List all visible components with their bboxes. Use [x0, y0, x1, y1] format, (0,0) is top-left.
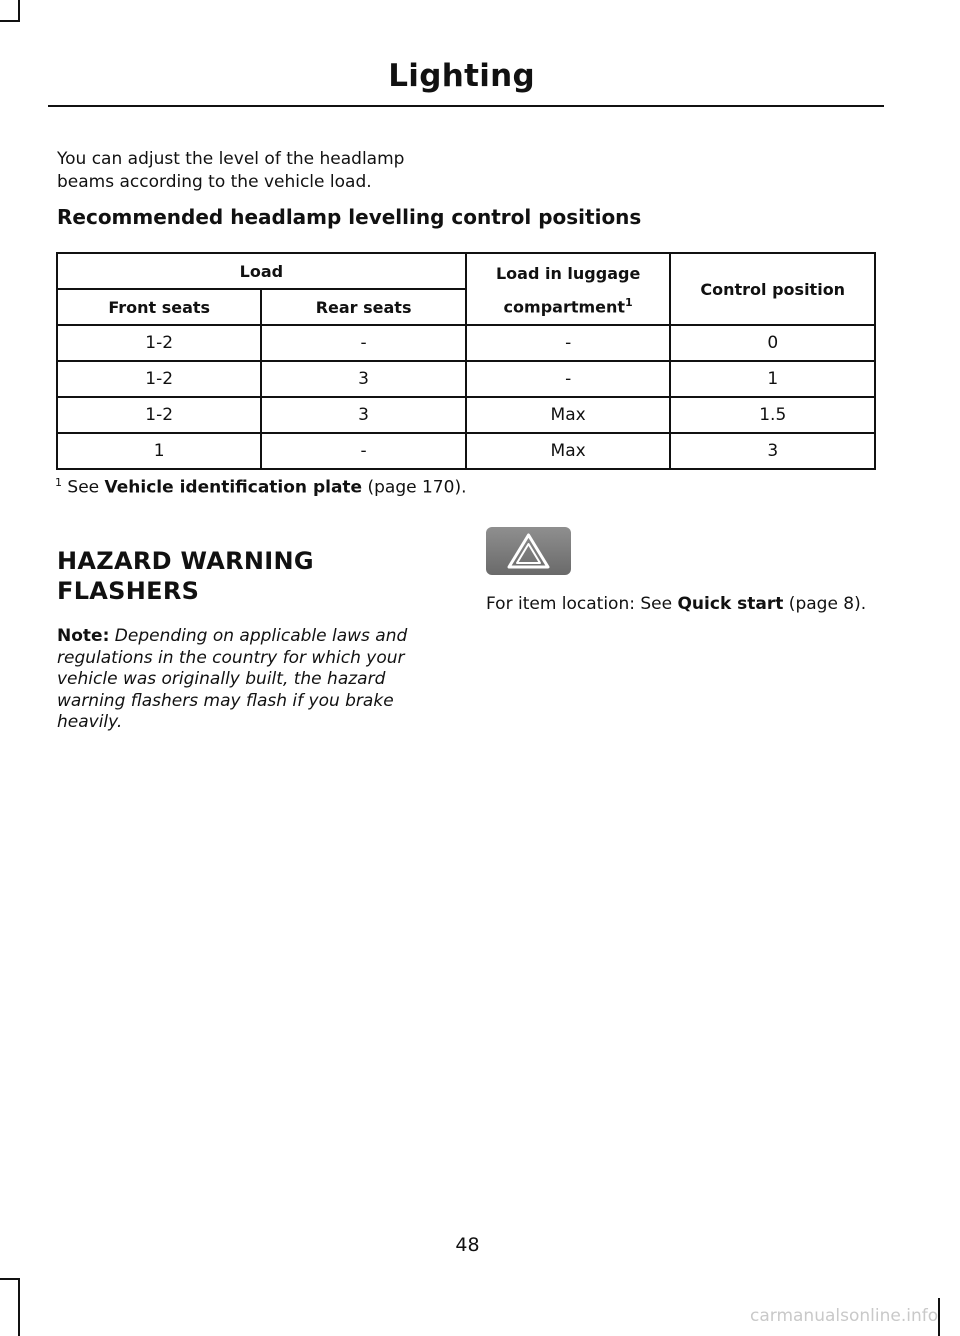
- footnote-suffix: (page 170).: [362, 477, 467, 498]
- crop-mark-top-left-h: [0, 20, 20, 22]
- headlamp-levelling-table: [56, 252, 876, 470]
- page-number: [0, 1234, 935, 1256]
- cell-front: 1-2: [57, 325, 261, 361]
- location-prefix: For item location: See: [486, 594, 678, 614]
- table-header-row: [57, 253, 875, 289]
- cell-luggage: Max: [466, 397, 671, 433]
- cell-luggage: -: [466, 325, 671, 361]
- hazard-button-illustration: [486, 527, 571, 575]
- crop-mark-bottom-left-h: [0, 1278, 20, 1280]
- cell-control: 1: [670, 361, 875, 397]
- intro-paragraph: You can adjust the level of the headlamp beams according to the vehicle load.: [57, 149, 405, 192]
- cell-front: 1-2: [57, 397, 261, 433]
- table-row: [57, 433, 875, 469]
- footnote-marker: 1: [55, 476, 62, 489]
- cell-rear: 3: [261, 361, 465, 397]
- watermark: carmanualsonline.info: [750, 1306, 939, 1326]
- luggage-header-text: Load in luggage compartment: [495, 263, 641, 317]
- hazard-heading-line1: HAZARD WARNING: [57, 547, 314, 575]
- footnote-prefix: See: [62, 477, 105, 498]
- cell-control: 0: [670, 325, 875, 361]
- cell-rear: 3: [261, 397, 465, 433]
- crop-mark-bottom-left-v: [18, 1280, 20, 1336]
- header-divider: [48, 105, 884, 107]
- cell-luggage: Max: [466, 433, 671, 469]
- hazard-section-heading: [57, 546, 314, 606]
- cell-front: 1: [57, 433, 261, 469]
- crop-mark-top-left-v: [18, 0, 20, 22]
- cell-rear: -: [261, 433, 465, 469]
- table-row: [57, 361, 875, 397]
- cell-rear: -: [261, 325, 465, 361]
- luggage-header: [466, 253, 671, 325]
- page-title: [0, 58, 935, 94]
- location-suffix: (page 8).: [783, 594, 867, 614]
- control-position-header: Control position: [670, 253, 875, 325]
- table-row: [57, 397, 875, 433]
- rear-seats-header: Rear seats: [261, 289, 465, 325]
- table-row: [57, 325, 875, 361]
- front-seats-header: Front seats: [57, 289, 261, 325]
- table-title: Recommended headlamp levelling control positions: [57, 205, 642, 229]
- page-number-text: 48: [455, 1234, 480, 1256]
- item-location-text: [486, 594, 881, 616]
- hazard-triangle-icon: [486, 527, 571, 575]
- cell-luggage: -: [466, 361, 671, 397]
- note-label: Note:: [57, 626, 110, 646]
- load-group-header: Load: [57, 253, 466, 289]
- quick-start-link[interactable]: Quick start: [677, 594, 784, 614]
- cell-control: 3: [670, 433, 875, 469]
- page-title-text: Lighting: [388, 58, 535, 94]
- footnote-link[interactable]: Vehicle identification plate: [104, 477, 363, 498]
- cell-control: 1.5: [670, 397, 875, 433]
- table-footnote: [55, 476, 466, 498]
- cell-front: 1-2: [57, 361, 261, 397]
- luggage-footnote-ref: 1: [625, 295, 633, 309]
- note-body: Depending on applicable laws and regulations in the country for which your vehicle was originally built, the hazard warning flashers may flash if you brake heavily.: [57, 626, 408, 732]
- crop-mark-bottom-right-v: [938, 1298, 940, 1336]
- hazard-note: [57, 626, 452, 734]
- hazard-heading-line2: FLASHERS: [57, 577, 200, 605]
